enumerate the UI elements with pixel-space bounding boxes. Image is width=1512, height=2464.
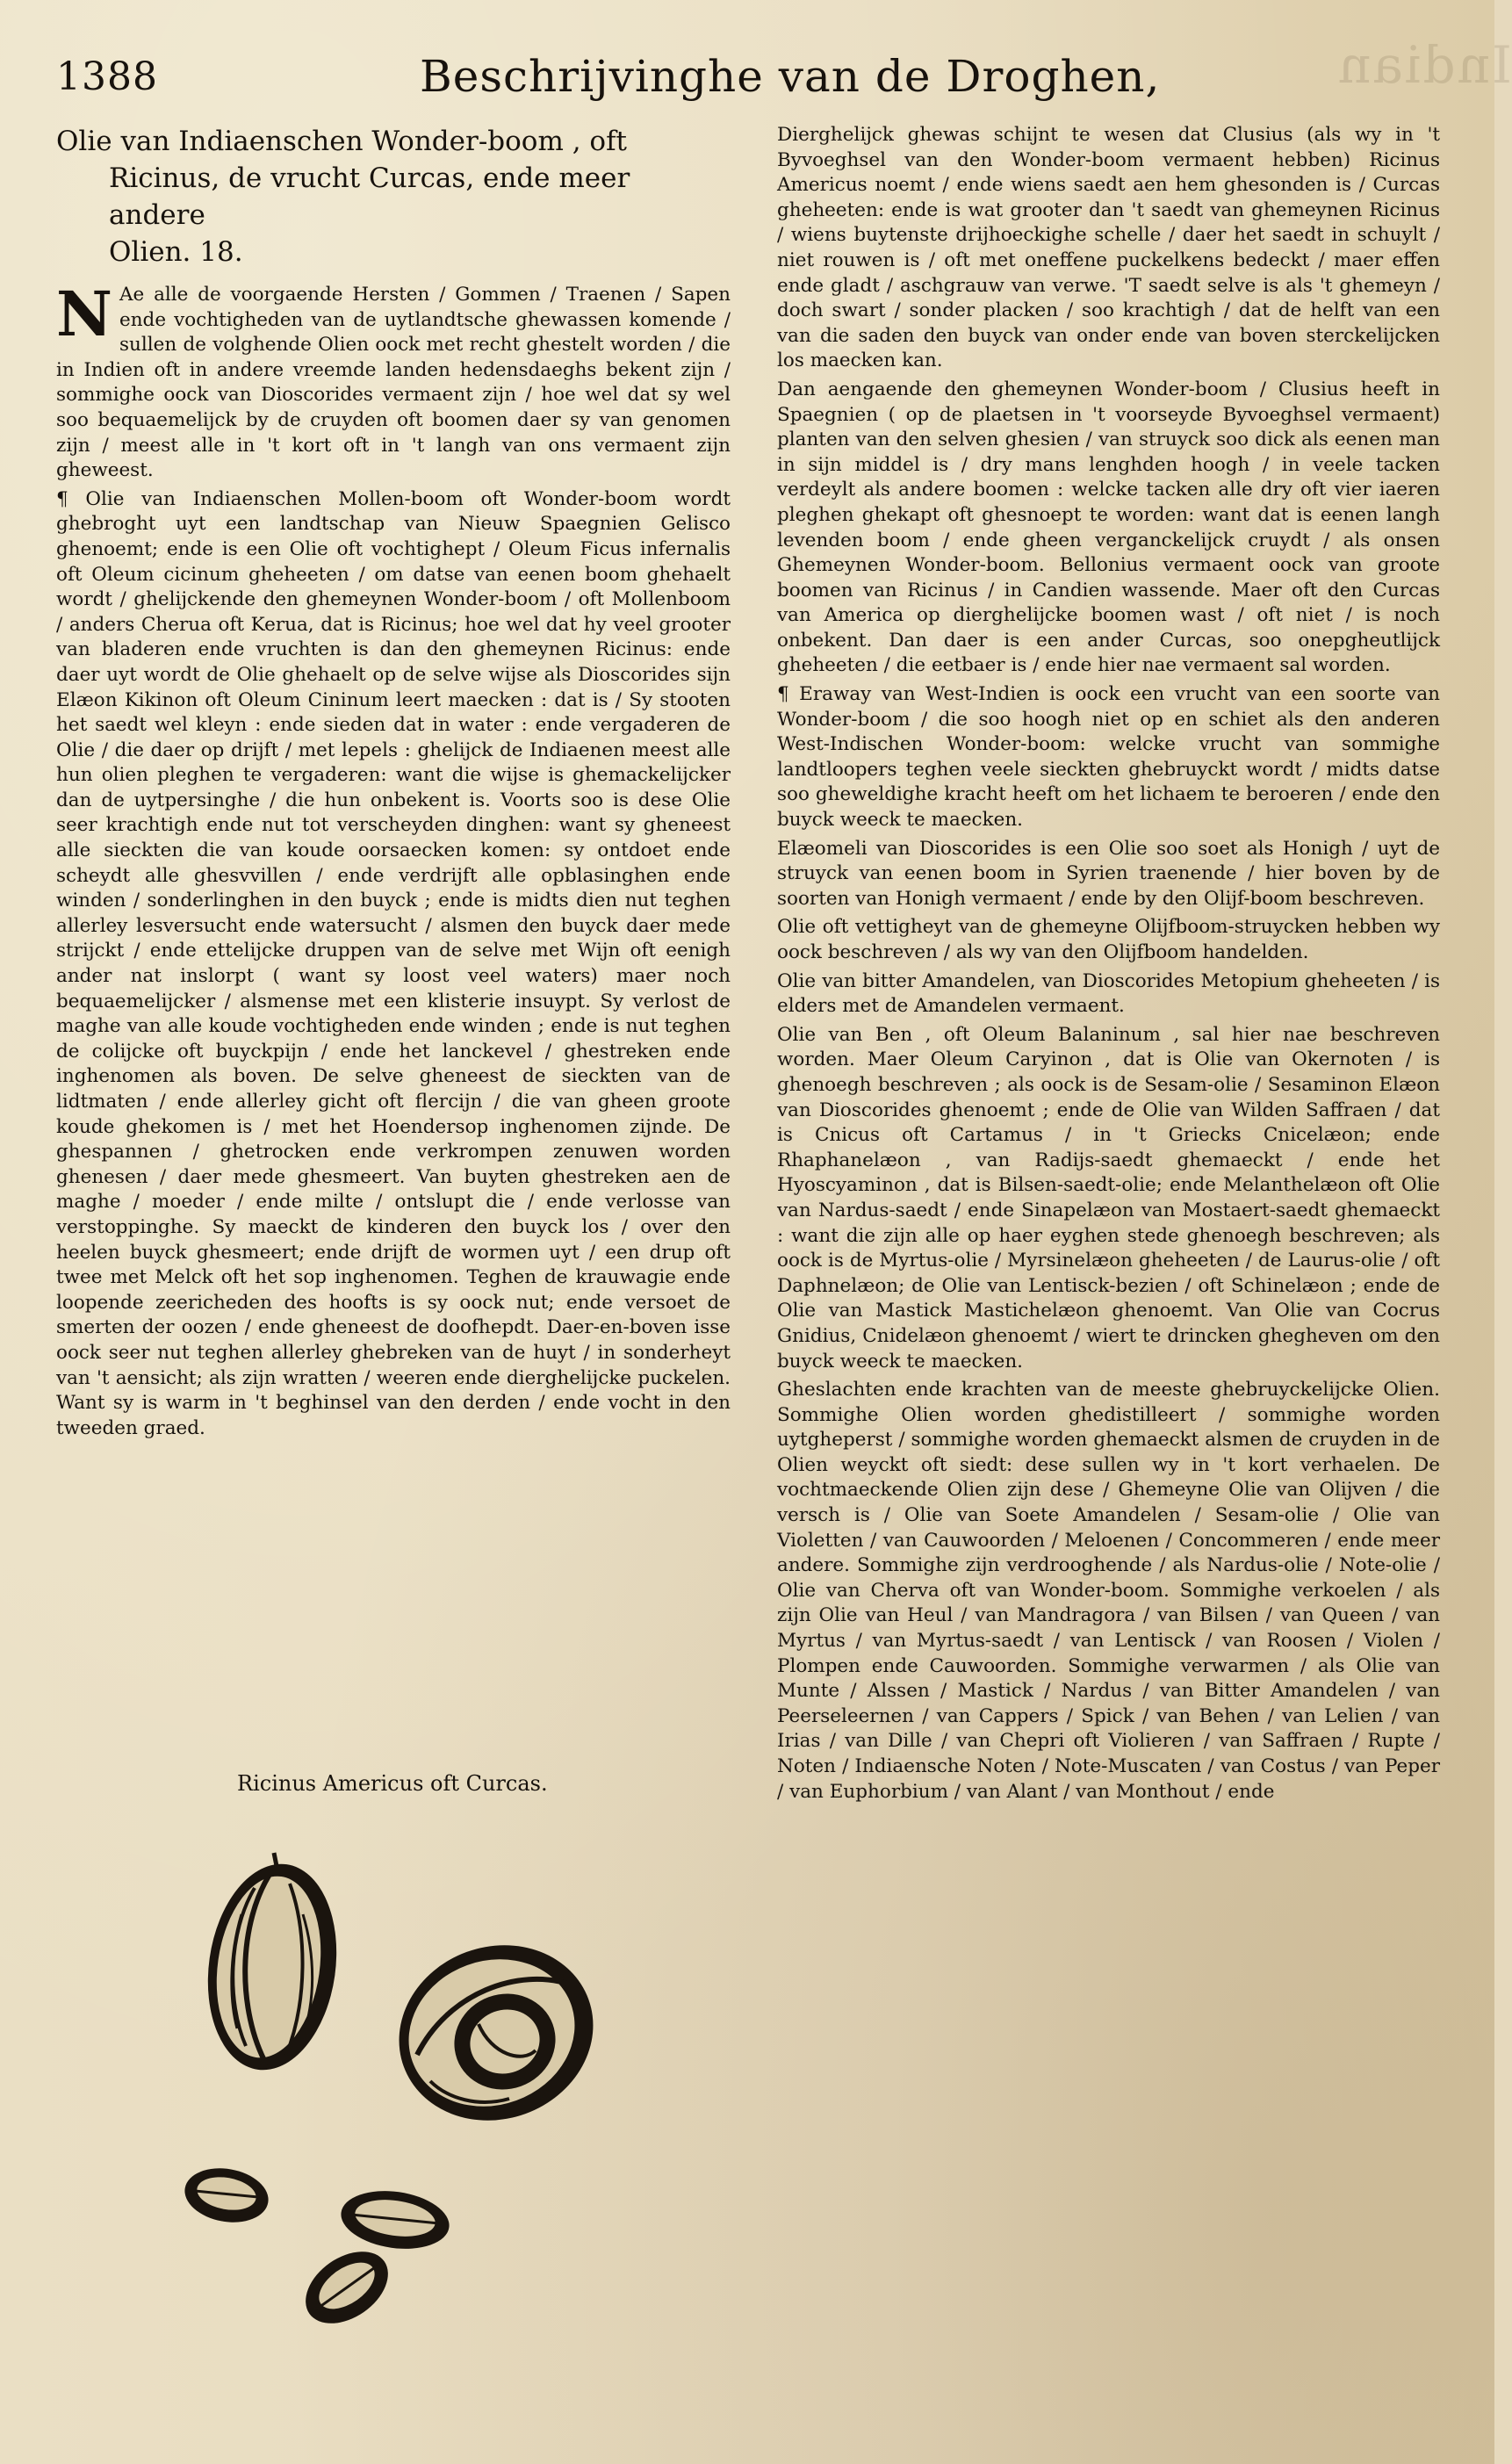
figure-caption: Ricinus Americus oft Curcas.: [237, 1771, 548, 1796]
paragraph-kinds-of-oils: Gheslachten ende krachten van de meeste ghebruyckelijcke Olien. Sommighe Olien worden ghedistilleert / sommighe worden uytgheperst / sommighe worden ghemaeckt alsmen de cruyden in de Olien weyckt oft siedt: dese sullen wy in 't kort verhaelen. De vochtmaeckende Olien zijn dese / Ghemeyne Olie van Olijven / die versch is / Olie van Soete Amandelen / Sesam-olie / Olie van Violetten / van Cauwoorden / Meloenen / Concommeren / ende meer andere. Sommighe zijn verdrooghende / als Nardus-olie / Note-olie / Olie van Cherva oft van Wonder-boom. Sommighe verkoelen / als zijn Olie van Heul / van Mandragora / van Bilsen / van Queen / van Myrtus / van Myrtus-saedt / van Lentisck / van Roosen / Violen / Plompen ende Cauwoorden. Sommighe verwarmen / als Olie van Munte / Alssen / Mastick / Nardus / van Bitter Amandelen / van Peerseleernen / van Cappers / Spick / van Behen / van Lelien / van Irias / van Dille / van Chepri oft Violieren / van Saffraen / Rupte / Noten / Indiaensche Noten / Note-Muscaten / van Costus / van Peper / van Euphorbium / van Alant / van Monthout / ende: [777, 1379, 1440, 1803]
section-title-line-3: Olien. 18.: [109, 236, 243, 268]
intro-text: Ae alle de voorgaende Hersten / Gommen / Traenen / Sapen ende vochtigheden van de uytlandtsche ghewassen komende / sullen de volghende Olien oock met recht ghestelt worden / die in Indien oft in andere vreemde landen hedensdaeghs bekent zijn / sommighe oock van Dioscorides vermaent zijn / hoe wel dat sy wel soo bequaemelijck by de cruyden oft boomen daer sy van genomen zijn / meest alle in 't kort oft in 't langh van ons vermaent zijn gheweest.: [56, 284, 731, 482]
seed-small-1: [181, 2162, 273, 2229]
drop-cap: N: [56, 277, 112, 350]
right-column: [777, 123, 1440, 1808]
section-title-line-1: Olie van Indiaenschen Wonder-boom , oft: [56, 126, 628, 157]
running-title: Beschrijvinghe van de Droghen,: [420, 51, 1161, 102]
section-title-line-2: Ricinus, de vrucht Curcas, ende meer andere: [109, 162, 630, 231]
ricinus-seed-woodcut: [176, 1835, 632, 2327]
section-title: [56, 123, 731, 270]
paragraph-elaeomeli: Elæomeli van Dioscorides is een Olie soo soet als Honigh / uyt de struyck van eenen boom in Syrien traenende / hier boven by de soorten van Honigh vermaent / ende by den Olijf-boom beschreven.: [777, 837, 1440, 910]
paragraph-eraway: ¶ Eraway van West-Indien is oock een vrucht van een soorte van Wonder-boom / die soo hoogh niet op en schiet als den anderen West-Indischen Wonder-boom: welcke vrucht van sommighe landtloopers teghen veele sieckten ghebruyckt wordt / midts datse soo gheweldighe kracht heeft om het lichaem te beroeren / ende den buyck weeck te maecken.: [777, 683, 1440, 832]
left-column: [56, 123, 731, 1445]
paragraph-bitter-almonds: Olie van bitter Amandelen, van Dioscorides Metopium gheheeten / is elders met de Amandelen vermaent.: [777, 969, 1440, 1018]
paragraph-common-wonder-tree: Dan aengaende den ghemeynen Wonder-boom / Clusius heeft in Spaegnien ( op de plaetsen in 't voorseyde Byvoeghsel vermaent) planten van den selven ghesien / van struyck soo dick als eenen man in sijn middel is / dry mans lenghden hoogh / in veele tacken verdeylt als andere boomen : welcke tacken alle dry oft vier iaeren pleghen ghekapt oft ghesnoept te worden: want dat is eenen langh levenden boom / ende gheen verganckelijck cruydt / als onsen Ghemeynen Wonder-boom. Bellonius vermaent oock van groote boomen van Ricinus / in Candien wassende. Maer oft den Curcas van America op dierghelijcke boomen wast / oft niet / is noch onbekent. Dan daer is een ander Curcas, soo onepgheutlijck gheheeten / die eetbaer is / ende hier nae vermaent sal worden.: [777, 378, 1440, 677]
page-header: [56, 51, 1452, 112]
paragraph-oil-of-ben: Olie van Ben , oft Oleum Balaninum , sal hier nae beschreven worden. Maer Oleum Caryinon , dat is Olie van Okernoten / is ghenoegh beschreven ; als oock is de Sesam-olie / Sesaminon Elæon van Dioscorides ghenoemt ; ende de Olie van Wilden Saffraen / dat is Cnicus oft Cartamus / in 't Griecks Cnicelæon; ende Rhaphanelæon , van Radijs-saedt ghemaeckt / ende het Hyoscyaminon , dat is Bilsen-saedt-olie; ende Melanthelæon oft Olie van Nardus-saedt / ende Sinapelæon van Mostaert-saedt ghemaeckt : want die zijn alle op haer eyghen stede ghenoegh beschreven; als oock is de Myrtus-olie / Myrsinelæon gheheeten / de Laurus-olie / oft Daphnelæon; de Olie van Lentisck-bezien / oft Schinelæon ; ende de Olie van Mastick Mastichelæon ghenoemt. Van Olie van Cocrus Gnidius, Cnidelæon ghenoemt / wiert te drincken ghegheven om den buyck weeck te maecken.: [777, 1023, 1440, 1372]
paragraph-oil-wonder-tree: ¶ Olie van Indiaenschen Mollen-boom oft Wonder-boom wordt ghebroght uyt een landtschap van Nieuw Spaegnien Gelisco ghenoemt; ende is een Olie oft vochtighept / Oleum Ficus infernalis oft Oleum cicinum gheheeten / om datse van eenen boom ghehaelt wordt / ghelijckende den ghemeynen Wonder-boom / oft Mollenboom / anders Cherua oft Kerua, dat is Ricinus; hoe wel dat hy veel grooter van bladeren ende vruchten is dan den ghemeynen Ricinus: ende daer uyt wordt de Olie ghehaelt op de selve wijse als Dioscorides sijn Elæon Kikinon oft Oleum Cininum leert maecken : dat is / Sy stooten het saedt wel kleyn : ende sieden dat in water : ende vergaderen de Olie / die daer op drijft / met lepels : ghelijck de Indiaenen meest alle hun olien pleghen te vergaderen: want die wijse is ghemackelijcker dan de uytpersinghe / die hun onbekent is. Voorts soo is dese Olie seer krachtigh ende nut tot verscheyden dinghen: want sy gheneest alle sieckten die van koude oorsaecken komen: sy ontdoet ende scheydt alle ghesvvillen / ende verdrijft alle opblasinghen ende winden / sonderlinghen in den buyck ; ende is midts dien nut teghen allerley lesversucht ende watersucht / alsmen den buyck daer mede strijckt / ende ettelijcke druppen van de selve met Wijn oft eenigh ander nat inslorpt ( want sy loost veel waters) maer noch bequaemelijcker / alsmense met een klisterie insuypt. Sy verlost de maghe van alle koude vochtigheden ende winden ; ende is nut teghen de colijcke oft buyckpijn / ende het lanckevel / ghestreken ende inghenomen als boven. De selve gheneest de sieckten van de lidtmaten / ende allerley gicht oft flercijn / die van gheen groote koude ghekomen is / met het Hoendersop inghenomen zijnde. De ghespannen / ghetrocken ende verkrompen zenuwen worden ghenesen / daer mede ghesmeert. Van buyten ghestreken aen de maghe / moeder / ende milte / ontslupt die / ende verlosse van verstoppinghe. Sy maeckt de kinderen den buyck los / over den heelen buyck ghesmeert; ende drijft de wormen uyt / een drup oft twee met Melck oft het sop inghenomen. Teghen de krauwagie ende loopende zeericheden des hoofts is sy oock nut; ende versoet de smerten der oozen / ende gheneest de doofhepdt. Daer-en-boven isse oock seer nut teghen allerley ghebreken van de huyt / in sonderheyt van 't aensicht; als zijn wratten / weeren ende dierghelijcke puckelen. Want sy is warm in 't beghinsel van den derden / ende vocht in den tweeden graed.: [56, 487, 731, 1439]
show-through-text: Indian: [1336, 35, 1512, 95]
paragraph-olive-oil: Olie oft vettigheyt van de ghemeyne Olijfboom-struycken hebben wy oock beschreven / als wy van den Olijfboom handelden.: [777, 916, 1440, 963]
seed-pod-left: [195, 1853, 349, 2079]
seed-pod-right: [374, 1919, 618, 2148]
seed-small-2: [337, 2185, 453, 2256]
seed-small-3: [292, 2237, 401, 2338]
page-number: 1388: [56, 54, 158, 99]
intro-paragraph: [56, 277, 731, 484]
paragraph-curcas: Dierghelijck ghewas schijnt te wesen dat Clusius (als wy in 't Byvoeghsel van den Wonder-boom vermaent hebben) Ricinus Americus noemt / ende wiens saedt aen hem ghesonden is / Curcas gheheeten: ende is wat grooter dan 't saedt van ghemeynen Ricinus / wiens buytenste drijhoeckighe schelle / daer het saedt in schuylt / niet rouwen is / oft met oneffene puckelkens bedeckt / maer effen ende gladt / aschgrauw van verwe. 'T saedt selve is als 't ghemeyn / doch swart / sonder placken / soo krachtigh / dat de helft van een van die saden den buyck van onder ende van boven sterckelijcken los maecken kan.: [777, 124, 1440, 372]
